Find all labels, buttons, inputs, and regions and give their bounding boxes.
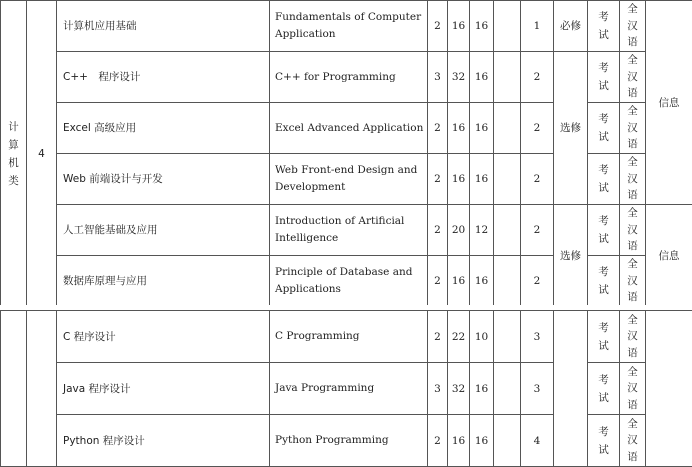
course-name-cn: Python 程序设计 — [57, 415, 270, 467]
hours: 16 — [448, 154, 470, 205]
credit: 2 — [428, 415, 448, 467]
course-name-cn: 人工智能基础及应用 — [57, 205, 270, 256]
category-cell — [1, 1, 27, 307]
hours: 22 — [448, 311, 470, 363]
semester: 2 — [521, 205, 554, 256]
course-name-cn: 计算机应用基础 — [57, 1, 270, 52]
course-name-cn: Java 程序设计 — [57, 363, 270, 415]
hours: 16 — [448, 103, 470, 154]
course-name-en: C Programming — [270, 311, 428, 363]
blank-cell — [494, 154, 521, 205]
language: 全汉语 — [620, 205, 646, 256]
assessment: 考试 — [588, 205, 620, 256]
blank-cell — [494, 1, 521, 52]
course-name-en: Web Front-end Design and Development — [270, 154, 428, 205]
practice-hours: 16 — [470, 415, 494, 467]
language: 全汉语 — [620, 1, 646, 52]
table-row — [1, 256, 692, 307]
practice-hours: 16 — [470, 52, 494, 103]
hours: 16 — [448, 415, 470, 467]
credit: 2 — [428, 205, 448, 256]
course-name-cn: C++ 程序设计 — [57, 52, 270, 103]
credit: 2 — [428, 103, 448, 154]
table-row — [1, 154, 692, 205]
table-row — [1, 363, 692, 415]
hours: 16 — [448, 1, 470, 52]
course-type — [554, 311, 588, 467]
blank-cell — [494, 363, 521, 415]
blank-cell — [494, 415, 521, 467]
hours: 20 — [448, 205, 470, 256]
practice-hours: 16 — [470, 103, 494, 154]
course-name-cn: Web 前端设计与开发 — [57, 154, 270, 205]
semester: 2 — [521, 256, 554, 307]
course-name-cn: 数据库原理与应用 — [57, 256, 270, 307]
semester: 1 — [521, 1, 554, 52]
assessment: 考试 — [588, 103, 620, 154]
assessment: 考试 — [588, 311, 620, 363]
course-table-bottom — [0, 310, 692, 467]
hours: 16 — [448, 256, 470, 307]
credit: 2 — [428, 256, 448, 307]
assessment: 考试 — [588, 415, 620, 467]
course-name-en: Principle of Database and Applications — [270, 256, 428, 307]
hours: 32 — [448, 52, 470, 103]
assessment: 考试 — [588, 154, 620, 205]
course-name-cn: C 程序设计 — [57, 311, 270, 363]
elective-label-2: 选修 — [554, 205, 588, 307]
language: 全汉语 — [620, 52, 646, 103]
course-name-en: Java Programming — [270, 363, 428, 415]
category-number — [27, 311, 57, 467]
semester: 4 — [521, 415, 554, 467]
course-name-en: Python Programming — [270, 415, 428, 467]
language: 全汉语 — [620, 256, 646, 307]
language: 全汉语 — [620, 103, 646, 154]
course-name-en: Introduction of Artificial Intelligence — [270, 205, 428, 256]
hours: 32 — [448, 363, 470, 415]
table-row — [1, 205, 692, 256]
semester: 3 — [521, 363, 554, 415]
credit: 3 — [428, 363, 448, 415]
category-label: 计算机类 — [8, 118, 20, 190]
credit: 2 — [428, 311, 448, 363]
practice-hours: 12 — [470, 205, 494, 256]
department-1: 信息 — [646, 1, 692, 205]
course-name-en: Fundamentals of Computer Application — [270, 1, 428, 52]
credit: 3 — [428, 52, 448, 103]
course-name-en: C++ for Programming — [270, 52, 428, 103]
credit: 2 — [428, 154, 448, 205]
table-row — [1, 311, 692, 363]
elective-label-1: 选修 — [554, 52, 588, 205]
practice-hours: 16 — [470, 256, 494, 307]
language: 全汉语 — [620, 311, 646, 363]
table-row — [1, 52, 692, 103]
language: 全汉语 — [620, 415, 646, 467]
course-name-en: Excel Advanced Application — [270, 103, 428, 154]
semester: 3 — [521, 311, 554, 363]
blank-cell — [494, 256, 521, 307]
category-cell — [1, 311, 27, 467]
blank-cell — [494, 52, 521, 103]
credit: 2 — [428, 1, 448, 52]
assessment: 考试 — [588, 52, 620, 103]
table-row — [1, 103, 692, 154]
semester: 2 — [521, 103, 554, 154]
category-number: 4 — [27, 1, 57, 307]
practice-hours: 10 — [470, 311, 494, 363]
practice-hours: 16 — [470, 1, 494, 52]
language: 全汉语 — [620, 154, 646, 205]
assessment: 考试 — [588, 256, 620, 307]
table-row — [1, 1, 692, 52]
blank-cell — [494, 205, 521, 256]
practice-hours: 16 — [470, 363, 494, 415]
department-2: 信息 — [646, 205, 692, 307]
table-row — [1, 415, 692, 467]
semester: 2 — [521, 154, 554, 205]
language: 全汉语 — [620, 363, 646, 415]
assessment: 考试 — [588, 363, 620, 415]
blank-cell — [494, 103, 521, 154]
course-name-cn: Excel 高级应用 — [57, 103, 270, 154]
course-type: 必修 — [554, 1, 588, 52]
practice-hours: 16 — [470, 154, 494, 205]
assessment: 考试 — [588, 1, 620, 52]
blank-cell — [494, 311, 521, 363]
semester: 2 — [521, 52, 554, 103]
department — [646, 311, 692, 467]
